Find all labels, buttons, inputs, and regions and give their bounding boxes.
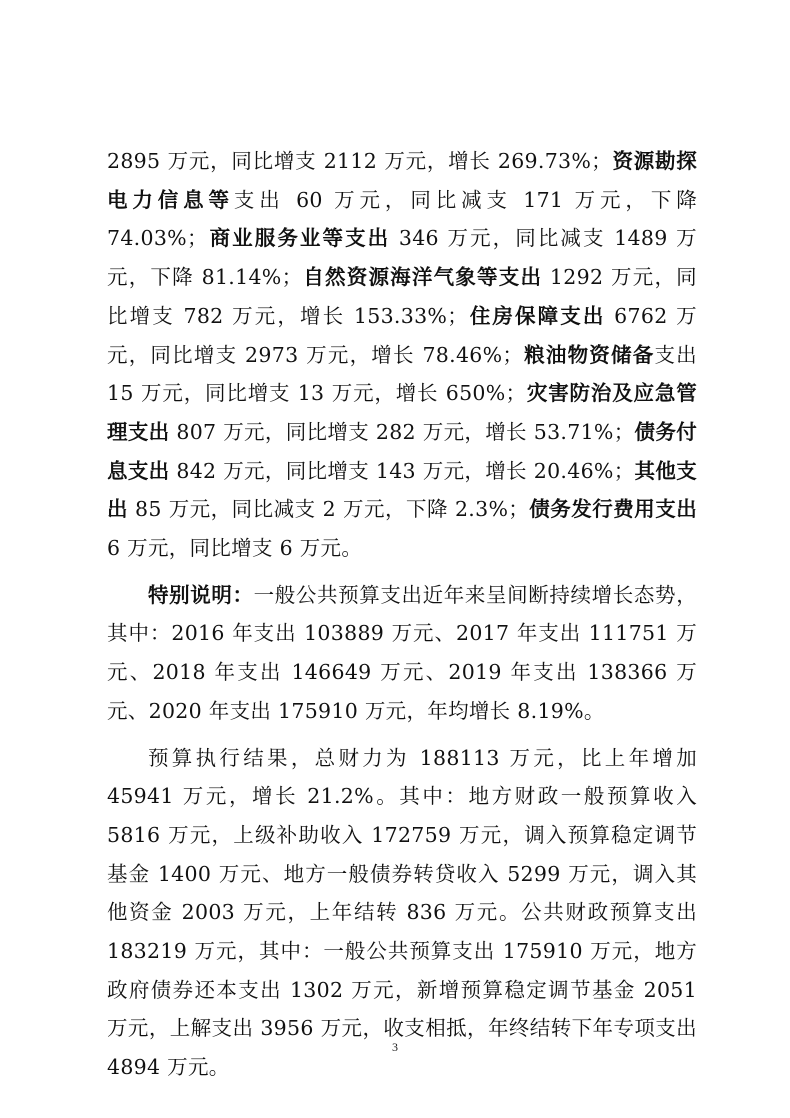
paragraph-expenditure-details <box>107 142 697 568</box>
bold-category-disaster-prevention: 灾害防治及应急管理支出 <box>107 381 697 444</box>
bold-category-commerce: 商业服务业等支出 <box>207 226 391 251</box>
paragraph-budget-result <box>107 739 697 1087</box>
bold-category-debt-issuance: 债务发行费用支出 <box>529 497 697 522</box>
bold-category-housing: 住房保障支出 <box>468 303 606 328</box>
text-segment: 支出 60 万元，同比减支 171 万元，下降 74.03%； <box>107 187 698 251</box>
bold-category-resource-exploration: 资源勘探电力信息等 <box>107 149 697 212</box>
text-segment: 842 万元，同比增支 143 万元，增长 20.46%； <box>169 458 635 483</box>
special-note-text: 一般公共预算支出近年来呈间断持续增长态势，其中：2016 年支出 103889 万元、2017 年支出 111751 万元、2018 年支出 146649 万元、2019 年支出 138366 万元、2020 年支出 175910 万元，年均增长 8.19%。 <box>107 582 697 723</box>
bold-category-grain-reserves: 粮油物资储备 <box>523 342 655 367</box>
text-segment: 6762 万元，同比增支 2973 万元，增长 78.46%； <box>107 303 697 367</box>
text-segment: 支出 15 万元，同比增支 13 万元，增长 650%； <box>107 342 697 406</box>
paragraph-special-note <box>107 576 697 731</box>
page-number: 3 <box>392 1040 398 1054</box>
text-segment: 807 万元，同比增支 282 万元，增长 53.71%； <box>169 419 635 444</box>
bold-category-debt-interest: 债务付息支出 <box>107 419 697 483</box>
text-segment: 85 万元，同比减支 2 万元，下降 2.3%； <box>128 497 530 522</box>
text-segment: 6 万元，同比增支 6 万元。 <box>107 536 363 561</box>
document-body <box>107 142 697 1087</box>
text-segment: 346 万元，同比减支 1489 万元，下降 81.14%； <box>107 226 697 290</box>
special-note-label: 特别说明： <box>148 582 254 607</box>
bold-category-natural-resources: 自然资源海洋气象等支出 <box>302 265 543 290</box>
budget-result-text: 预算执行结果，总财力为 188113 万元，比上年增加 45941 万元，增长 21.2%。其中：地方财政一般预算收入 5816 万元，上级补助收入 172759 万元，调入预算稳定调节基金 1400 万元、地方一般债券转贷收入 5299 万元，调入其他资金 2003 万元，上年结转 836 万元。公共财政预算支出 183219 万元，其中：一般公共预算支出 175910 万元，地方政府债券还本支出 1302 万元，新增预算稳定调节基金 2051 万元，上解支出 3956 万元，收支相抵，年终结转下年专项支出 4894 万元。 <box>107 745 697 1080</box>
text-segment: 1292 万元，同比增支 782 万元，增长 153.33%； <box>107 265 697 328</box>
bold-category-other: 其他支出 <box>107 458 697 522</box>
text-segment: 2895 万元，同比增支 2112 万元，增长 269.73%； <box>107 149 612 173</box>
